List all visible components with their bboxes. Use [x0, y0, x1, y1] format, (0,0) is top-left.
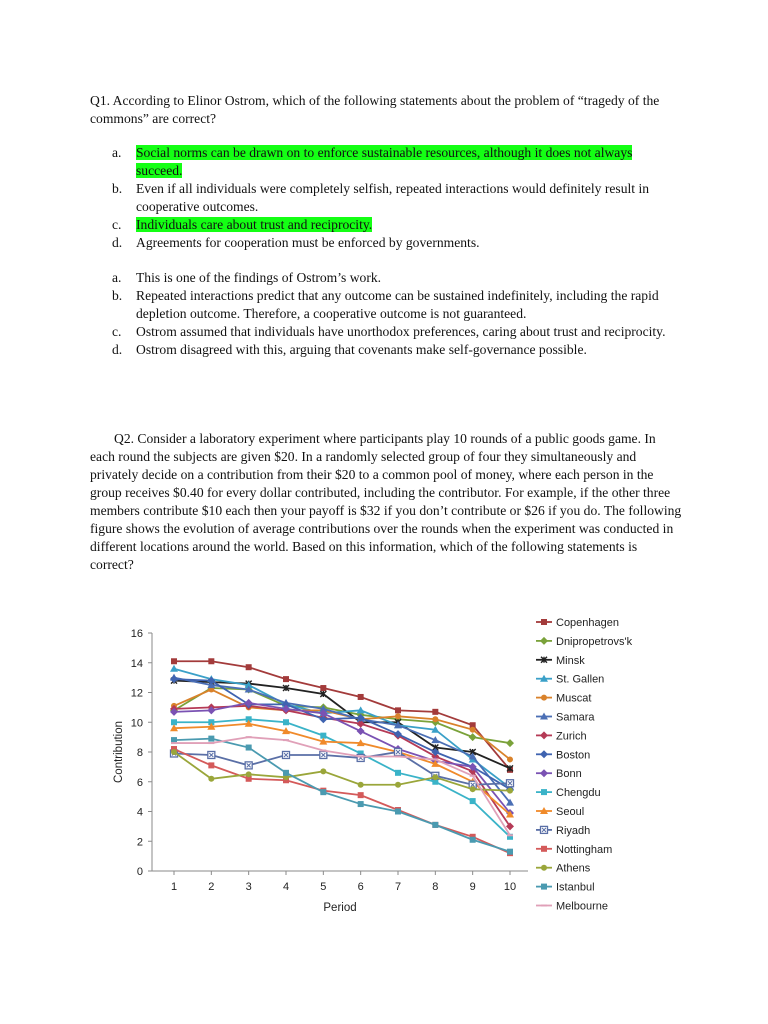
data-point-athens	[432, 774, 438, 780]
legend-label-istanbul: Istanbul	[556, 881, 595, 894]
y-tick-label: 8	[136, 747, 143, 759]
data-point-muscat	[432, 716, 438, 722]
x-tick-label: 7	[394, 881, 402, 893]
data-point-istanbul	[507, 849, 513, 855]
data-point-copenhagen	[171, 658, 177, 664]
question-1-stem: Q1. According to Elinor Ostrom, which of the following statements about the problem of “tragedy of the commons” are correct?	[90, 93, 660, 126]
data-point-athens	[320, 768, 326, 774]
data-point-st-gallen	[170, 665, 178, 672]
question-1	[90, 92, 680, 359]
data-point-istanbul	[208, 736, 214, 742]
data-point-copenhagen	[208, 658, 214, 664]
legend-label-copenhagen: Copenhagen	[556, 617, 620, 629]
explanation-text: This is one of the findings of Ostrom’s work.	[136, 270, 382, 285]
data-point-istanbul	[358, 801, 364, 807]
data-point-istanbul	[432, 822, 438, 828]
legend-marker-melbourne	[541, 905, 547, 907]
series-line-zurich	[174, 706, 510, 826]
data-point-istanbul	[246, 745, 252, 751]
legend-marker-copenhagen	[541, 619, 547, 625]
data-point-muscat	[507, 756, 513, 762]
option-letter: b.	[112, 181, 123, 196]
question-2	[90, 430, 682, 574]
data-point-dnipropetrovs-k	[506, 739, 514, 747]
data-point-dnipropetrovs-k	[469, 733, 477, 741]
data-point-copenhagen	[283, 676, 289, 682]
data-point-athens	[395, 782, 401, 788]
data-point-muscat	[470, 727, 476, 733]
data-point-istanbul	[395, 809, 401, 815]
data-point-bonn	[357, 727, 365, 735]
series-line-minsk	[174, 681, 510, 769]
legend-label-samara: Samara	[556, 711, 595, 724]
y-tick-label: 0	[136, 866, 143, 878]
option-text-highlighted: Social norms can be drawn on to enforce sustainable resources, although it does not always succeed.	[136, 145, 633, 178]
data-point-istanbul	[283, 770, 289, 776]
explanation-text: Repeated interactions predict that any outcome can be sustained indefinitely, including the rapid depletion outcome. Therefore, a cooperative outcome is not guaranteed.	[136, 288, 659, 321]
legend-marker-nottingham	[541, 846, 547, 852]
y-tick-label: 12	[130, 687, 143, 700]
data-point-istanbul	[470, 837, 476, 843]
y-tick-label: 4	[136, 806, 143, 819]
y-tick-label: 2	[136, 836, 143, 849]
legend-label-muscat: Muscat	[556, 692, 592, 705]
explanation-text: Ostrom disagreed with this, arguing that covenants make self-governance possible.	[136, 342, 587, 357]
data-point-boston	[170, 675, 178, 683]
legend-label-minsk: Minsk	[556, 654, 585, 667]
data-point-melbourne	[246, 736, 252, 738]
data-point-athens	[208, 776, 214, 782]
legend-label-chengdu: Chengdu	[556, 787, 601, 800]
data-point-athens	[470, 786, 476, 792]
option-text-highlighted: Individuals care about trust and reciprocity.	[136, 217, 373, 232]
data-point-chengdu	[470, 798, 476, 804]
explanation-letter: c.	[112, 324, 122, 339]
data-point-copenhagen	[395, 707, 401, 713]
legend-marker-muscat	[541, 695, 547, 701]
legend-label-athens: Athens	[556, 862, 591, 875]
series-line-melbourne	[174, 737, 510, 835]
legend-marker-bonn	[540, 769, 548, 777]
legend-marker-chengdu	[541, 789, 547, 795]
option-b	[90, 180, 680, 216]
legend-label-boston: Boston	[556, 749, 591, 762]
x-tick-label: 9	[469, 881, 476, 893]
legend-label-zurich: Zurich	[556, 730, 587, 743]
explanation-d	[90, 341, 680, 359]
data-point-copenhagen	[432, 709, 438, 715]
option-text: Agreements for cooperation must be enforced by governments.	[136, 235, 480, 250]
x-tick-label: 10	[503, 881, 517, 893]
explanation-text: Ostrom assumed that individuals have unorthodox preferences, caring about trust and reciprocity.	[136, 324, 666, 339]
data-point-copenhagen	[246, 664, 252, 670]
option-text: Even if all individuals were completely selfish, repeated interactions would definitely result in cooperative outcomes.	[136, 181, 650, 214]
option-letter: a.	[112, 145, 122, 160]
explanation-a	[90, 269, 680, 287]
data-point-melbourne	[171, 742, 177, 744]
data-point-melbourne	[283, 739, 289, 741]
x-tick-label: 4	[282, 881, 290, 893]
data-point-athens	[171, 749, 177, 755]
x-tick-label: 1	[170, 881, 178, 893]
explanation-letter: a.	[112, 270, 122, 285]
x-tick-label: 3	[245, 881, 252, 893]
data-point-melbourne	[395, 755, 401, 757]
option-letter: d.	[112, 235, 123, 250]
contribution-chart	[100, 606, 640, 926]
question-2-text: Q2. Consider a laboratory experiment where participants play 10 rounds of a public goods game. In each round the subjects are given $20. In a randomly selected group of four they simultaneously and privately decide on a contribution from their $20 to a common pool of money, where each person in the group receives $0.40 for every dollar contributed, including the contributor. For example, if the other three members contribute $10 each then your payoff is $32 if you don’t contribute or $26 if you do. The following figure shows the evolution of average contributions over the rounds when the experiment was conducted in different locations around the world. Based on this information, which of the following statements is correct?	[90, 431, 682, 572]
legend-marker-dnipropetrovs-k	[540, 637, 548, 645]
option-a	[90, 144, 680, 180]
data-point-copenhagen	[320, 685, 326, 691]
legend-label-dnipropetrovs-k: Dnipropetrovs'k	[556, 635, 633, 648]
data-point-istanbul	[320, 789, 326, 795]
option-letter: c.	[112, 217, 122, 232]
option-d	[90, 234, 680, 252]
y-tick-label: 10	[130, 717, 143, 730]
data-point-chengdu	[395, 770, 401, 776]
x-tick-label: 8	[432, 881, 439, 893]
data-point-nottingham	[358, 792, 364, 798]
option-c	[90, 216, 680, 234]
line-chart-svg	[100, 606, 640, 926]
data-point-athens	[507, 788, 513, 794]
data-point-melbourne	[208, 742, 214, 744]
data-point-melbourne	[320, 750, 326, 752]
x-tick-label: 2	[208, 881, 215, 893]
y-tick-label: 16	[130, 628, 143, 640]
data-point-copenhagen	[358, 694, 364, 700]
explanation-letter: d.	[112, 342, 123, 357]
series-line-riyadh	[174, 752, 510, 785]
legend-label-nottingham: Nottingham	[556, 843, 613, 856]
explanation-letter: b.	[112, 288, 123, 303]
y-tick-label: 14	[130, 657, 143, 670]
data-point-melbourne	[507, 834, 513, 836]
data-point-melbourne	[358, 755, 364, 757]
data-point-muscat	[395, 713, 401, 719]
x-tick-label: 5	[320, 881, 327, 893]
question-1-explanations	[90, 269, 680, 359]
data-point-athens	[246, 771, 252, 777]
explanation-c	[90, 323, 680, 341]
data-point-chengdu	[283, 719, 289, 725]
legend-marker-boston	[540, 750, 548, 758]
data-point-melbourne	[470, 775, 476, 777]
data-point-nottingham	[208, 762, 214, 768]
legend-label-melbourne: Melbourne	[556, 900, 608, 913]
legend-label-seoul: Seoul	[556, 806, 585, 818]
legend-label-riyadh: Riyadh	[556, 824, 591, 837]
data-point-athens	[358, 782, 364, 788]
explanation-b	[90, 287, 680, 323]
question-1-options	[90, 144, 680, 252]
legend-label-st-gallen: St. Gallen	[556, 673, 605, 686]
x-axis-title: Period	[323, 902, 357, 914]
x-tick-label: 6	[357, 881, 364, 893]
data-point-melbourne	[432, 758, 438, 760]
legend-label-bonn: Bonn	[556, 768, 582, 781]
y-axis-title: Contribution	[113, 720, 125, 784]
legend-marker-zurich	[540, 731, 548, 739]
y-tick-label: 6	[136, 776, 143, 789]
legend-marker-athens	[541, 865, 547, 871]
legend-marker-istanbul	[541, 884, 547, 890]
